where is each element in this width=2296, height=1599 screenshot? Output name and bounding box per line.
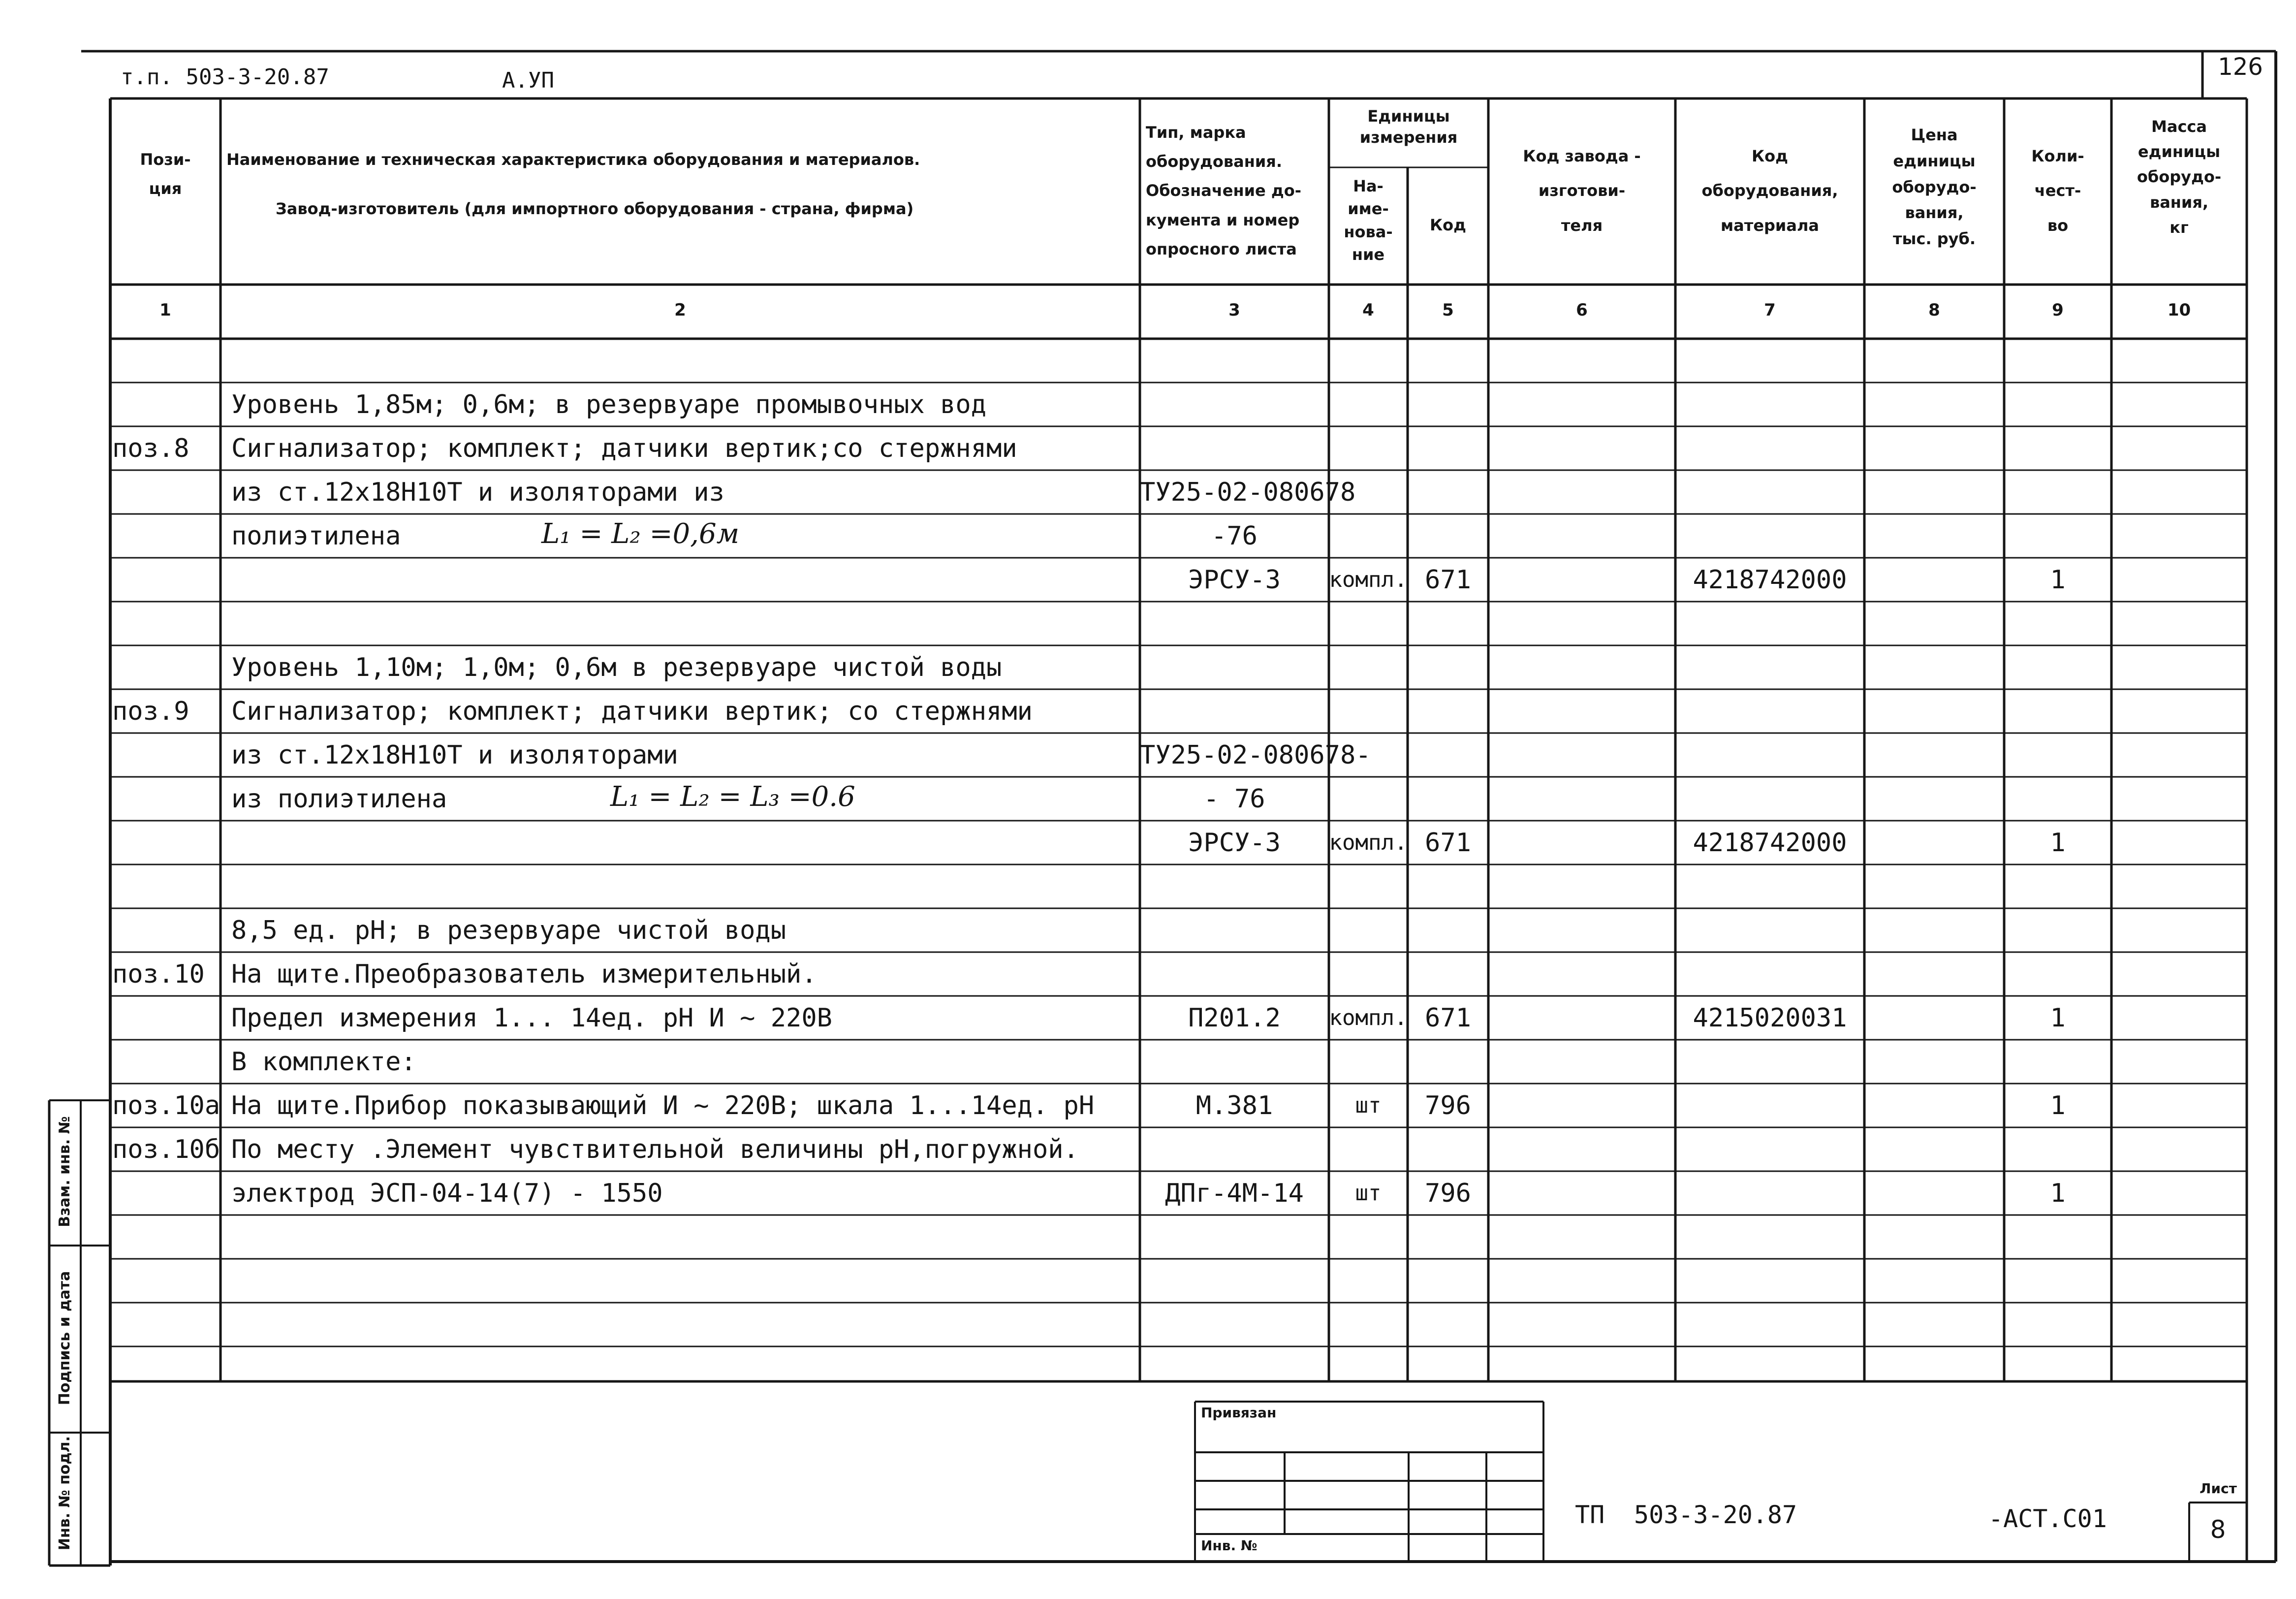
cell-name: Предел измерения 1... 14ед. pH И ~ 220В — [231, 1003, 832, 1033]
cell-type: ЭРСУ-3 — [1188, 565, 1281, 595]
column-number: 5 — [1442, 300, 1454, 320]
cell-name: Сигнализатор; комплект; датчики вертик; со стержнями — [231, 697, 1033, 726]
stamp-podpis-data: Подпись и дата — [56, 1271, 73, 1406]
cell-unit: компл. — [1329, 830, 1408, 855]
column-number: 8 — [1928, 300, 1940, 320]
header-price: Цена единицы оборудо- вания, тыс. руб. — [1892, 126, 1977, 249]
cell-name: На щите.Преобразователь измерительный. — [231, 959, 817, 989]
cell-type: - 76 — [1203, 784, 1265, 814]
cell-equip: 4218742000 — [1693, 565, 1847, 595]
cell-code: 796 — [1425, 1091, 1471, 1120]
cell-qty: 1 — [2050, 565, 2066, 595]
cell-qty: 1 — [2050, 828, 2066, 858]
header-units-group: Единицы измерения — [1359, 107, 1458, 147]
page-corner-number: 126 — [2218, 53, 2263, 81]
stamp-inv-no: Инв. № — [1201, 1537, 1258, 1554]
cell-pos: поз.10 — [112, 959, 205, 989]
cell-type: ТУ25-02-080678 — [1140, 478, 1356, 507]
cell-code: 671 — [1425, 1003, 1471, 1033]
cell-type: М.381 — [1195, 1091, 1273, 1120]
cell-unit: шт — [1355, 1181, 1382, 1206]
cell-name: На щите.Прибор показывающий И ~ 220В; шкала 1...14ед. pH — [231, 1091, 1095, 1120]
cell-type: П201.2 — [1188, 1003, 1281, 1033]
cell-name: Уровень 1,10м; 1,0м; 0,6м в резервуаре чистой воды — [231, 653, 1002, 682]
cell-name: полиэтилена — [231, 521, 401, 551]
cell-unit: компл. — [1329, 567, 1408, 592]
cell-name: Уровень 1,85м; 0,6м; в резервуаре промывочных вод — [231, 390, 987, 419]
document-code-top: т.п. 503-3-20.87 — [121, 64, 329, 90]
stamp-privyazan: Привязан — [1201, 1405, 1277, 1421]
sheet-number: 8 — [2210, 1515, 2226, 1544]
column-number: 10 — [2167, 300, 2191, 320]
cell-qty: 1 — [2050, 1179, 2066, 1208]
album-label: А.УП — [502, 68, 554, 93]
header-type: Тип, марка оборудования. Обозначение до- кумента и номер опросного листа — [1146, 123, 1301, 258]
cell-pos: поз.10а — [112, 1091, 220, 1120]
column-number: 6 — [1576, 300, 1588, 320]
doc-suffix: -АСТ.С01 — [1988, 1504, 2107, 1533]
cell-qty: 1 — [2050, 1091, 2066, 1120]
cell-pos: поз.10б — [112, 1135, 220, 1164]
cell-equip: 4215020031 — [1693, 1003, 1847, 1033]
doc-code-prefix: ТП — [1575, 1501, 1605, 1529]
cell-name: электрод ЭСП-04-14(7) - 1550 — [231, 1179, 663, 1208]
cell-pos: поз.8 — [112, 434, 189, 463]
cell-type: ТУ25-02-080678- — [1140, 740, 1371, 770]
doc-code: 503-3-20.87 — [1634, 1501, 1797, 1529]
header-name-line2: Завод-изготовитель (для импортного оборудования - страна, фирма) — [276, 199, 914, 218]
cell-code: 671 — [1425, 565, 1471, 595]
cell-unit: шт — [1355, 1093, 1382, 1118]
cell-name-handwritten: L₁ = L₂ = L₃ =0.6 — [610, 781, 855, 813]
cell-name-handwritten: L₁ = L₂ =0,6м — [541, 518, 740, 550]
header-quantity: Коли- чест- во — [2031, 147, 2084, 235]
header-equipment-code: Код оборудования, материала — [1701, 147, 1838, 235]
header-name-line1: Наименование и техническая характеристика оборудования и материалов. — [226, 150, 920, 169]
column-number: 2 — [674, 300, 686, 320]
header-plant-code: Код завода - изготови- теля — [1523, 147, 1641, 235]
cell-type: ЭРСУ-3 — [1188, 828, 1281, 858]
cell-name: По месту .Элемент чувствительной величины pH,погружной. — [231, 1135, 1079, 1164]
stamp-inv-podl: Инв. № подл. — [56, 1436, 73, 1551]
column-number: 9 — [2052, 300, 2064, 320]
column-number: 4 — [1362, 300, 1374, 320]
cell-name: из полиэтилена — [231, 784, 447, 814]
cell-qty: 1 — [2050, 1003, 2066, 1033]
column-number: 1 — [159, 300, 171, 320]
cell-code: 796 — [1425, 1179, 1471, 1208]
cell-name: 8,5 ед. pH; в резервуаре чистой воды — [231, 916, 786, 945]
cell-name: В комплекте: — [231, 1047, 416, 1077]
column-number: 3 — [1228, 300, 1240, 320]
stamp-vzam-inv: Взам. инв. № — [56, 1116, 73, 1227]
cell-pos: поз.9 — [112, 697, 189, 726]
header-position: Пози- ция — [140, 150, 191, 198]
cell-unit: компл. — [1329, 1005, 1408, 1030]
cell-type: -76 — [1211, 521, 1258, 551]
cell-equip: 4218742000 — [1693, 828, 1847, 858]
header-unit-code: Код — [1430, 216, 1466, 234]
column-number: 7 — [1764, 300, 1776, 320]
cell-name: Сигнализатор; комплект; датчики вертик;со стержнями — [231, 434, 1017, 463]
sheet-label: Лист — [2200, 1480, 2237, 1497]
cell-type: ДПг-4М-14 — [1165, 1179, 1304, 1208]
header-unit-name: На- име- нова- ние — [1344, 177, 1393, 264]
header-mass: Масса единицы оборудо- вания, кг — [2137, 117, 2222, 237]
cell-code: 671 — [1425, 828, 1471, 858]
cell-name: из ст.12х18Н10Т и изоляторами из — [231, 478, 724, 507]
cell-name: из ст.12х18Н10Т и изоляторами — [231, 740, 678, 770]
